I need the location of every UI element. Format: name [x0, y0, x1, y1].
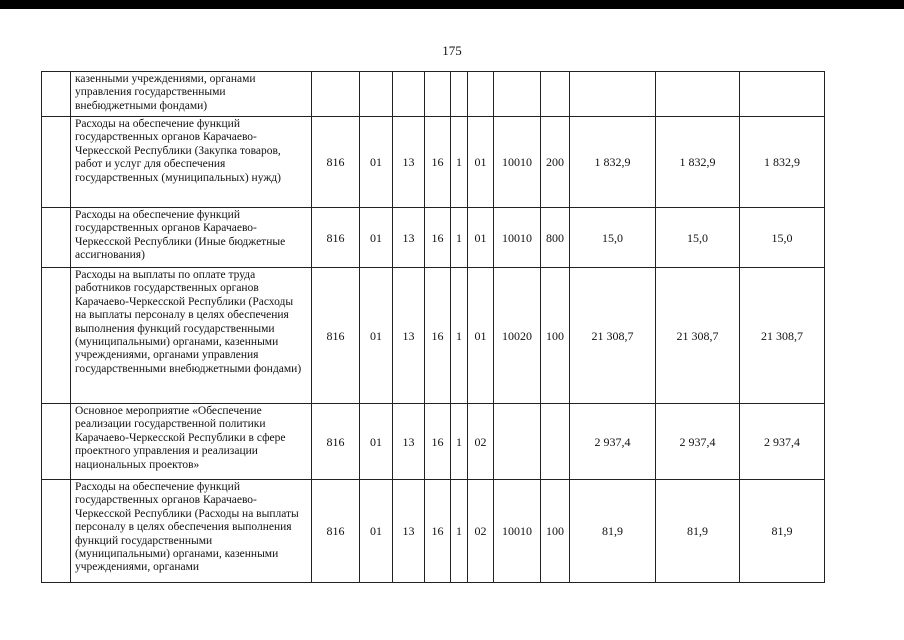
subsection-code: 13 — [393, 117, 425, 208]
subsection-code: 13 — [393, 208, 425, 268]
amount-year-3: 15,0 — [740, 208, 825, 268]
section-code: 01 — [360, 404, 393, 480]
event-code: 01 — [468, 117, 494, 208]
amount-year-1: 81,9 — [570, 480, 656, 583]
page-number: 175 — [442, 43, 462, 58]
expense-type-code — [541, 404, 570, 480]
section-code: 01 — [360, 268, 393, 404]
amount-year-2: 81,9 — [656, 480, 740, 583]
table-row — [42, 208, 825, 268]
expense-type-code: 100 — [541, 268, 570, 404]
section-code: 01 — [360, 208, 393, 268]
description-cell: Расходы на выплаты по оплате труда работников государственных органов Карачаево-Черкесской Республики (Расходы на выплаты персоналу в целях обеспечения выполнения функций государственными (муниципальными) органами, казенными учреждениями, органами управления государственными внебюджетными фондами) — [71, 268, 312, 404]
row-number-cell — [42, 404, 71, 480]
program-code: 16 — [425, 208, 451, 268]
program-code: 16 — [425, 404, 451, 480]
subprogram-code: 1 — [451, 208, 468, 268]
row-number-cell — [42, 208, 71, 268]
subprogram-code: 1 — [451, 480, 468, 583]
event-code: 02 — [468, 404, 494, 480]
row-number-cell — [42, 268, 71, 404]
amount-year-3: 1 832,9 — [740, 117, 825, 208]
budget-table — [41, 71, 825, 583]
table-row — [42, 72, 825, 117]
subprogram-code: 1 — [451, 404, 468, 480]
amount-year-2: 15,0 — [656, 208, 740, 268]
direction-code: 10010 — [494, 480, 541, 583]
subsection-code: 13 — [393, 480, 425, 583]
amount-year-3: 21 308,7 — [740, 268, 825, 404]
ministry-code: 816 — [312, 208, 360, 268]
expense-type-code: 200 — [541, 117, 570, 208]
expense-type-code: 800 — [541, 208, 570, 268]
direction-code: 10010 — [494, 208, 541, 268]
ministry-code: 816 — [312, 268, 360, 404]
direction-code: 10020 — [494, 268, 541, 404]
table-row — [42, 404, 825, 480]
section-code: 01 — [360, 117, 393, 208]
direction-code — [494, 404, 541, 480]
description-cell: казенными учреждениями, органами управления государственными внебюджетными фондами) — [71, 72, 312, 117]
amount-year-1: 21 308,7 — [570, 268, 656, 404]
section-code — [360, 72, 393, 117]
expense-type-code: 100 — [541, 480, 570, 583]
amount-year-1: 2 937,4 — [570, 404, 656, 480]
scan-top-border — [0, 0, 904, 9]
subsection-code: 13 — [393, 404, 425, 480]
ministry-code — [312, 72, 360, 117]
amount-year-3 — [740, 72, 825, 117]
amount-year-3: 81,9 — [740, 480, 825, 583]
subprogram-code: 1 — [451, 117, 468, 208]
program-code: 16 — [425, 480, 451, 583]
ministry-code: 816 — [312, 480, 360, 583]
subprogram-code — [451, 72, 468, 117]
program-code: 16 — [425, 117, 451, 208]
subsection-code: 13 — [393, 268, 425, 404]
amount-year-2: 2 937,4 — [656, 404, 740, 480]
description-cell: Расходы на обеспечение функций государственных органов Карачаево-Черкесской Республики (Закупка товаров, работ и услуг для обеспечения государственных (муниципальных) нужд) — [71, 117, 312, 208]
event-code: 02 — [468, 480, 494, 583]
amount-year-1: 1 832,9 — [570, 117, 656, 208]
direction-code: 10010 — [494, 117, 541, 208]
amount-year-2: 21 308,7 — [656, 268, 740, 404]
table-row — [42, 268, 825, 404]
amount-year-2 — [656, 72, 740, 117]
description-cell: Основное мероприятие «Обеспечение реализации государственной политики Карачаево-Черкесской Республики в сфере проектного управления и реализации национальных проектов» — [71, 404, 312, 480]
amount-year-2: 1 832,9 — [656, 117, 740, 208]
amount-year-1: 15,0 — [570, 208, 656, 268]
program-code — [425, 72, 451, 117]
row-number-cell — [42, 72, 71, 117]
table-row — [42, 480, 825, 583]
expense-type-code — [541, 72, 570, 117]
amount-year-3: 2 937,4 — [740, 404, 825, 480]
subprogram-code: 1 — [451, 268, 468, 404]
ministry-code: 816 — [312, 404, 360, 480]
row-number-cell — [42, 480, 71, 583]
section-code: 01 — [360, 480, 393, 583]
description-cell: Расходы на обеспечение функций государственных органов Карачаево-Черкесской Республики (Расходы на выплаты персоналу в целях обеспечения выполнения функций государственными (муниципальными) органами, казенными учреждениями, органами — [71, 480, 312, 583]
amount-year-1 — [570, 72, 656, 117]
event-code — [468, 72, 494, 117]
program-code: 16 — [425, 268, 451, 404]
description-cell: Расходы на обеспечение функций государственных органов Карачаево-Черкесской Республики (Иные бюджетные ассигнования) — [71, 208, 312, 268]
subsection-code — [393, 72, 425, 117]
table-row — [42, 117, 825, 208]
row-number-cell — [42, 117, 71, 208]
direction-code — [494, 72, 541, 117]
event-code: 01 — [468, 208, 494, 268]
event-code: 01 — [468, 268, 494, 404]
ministry-code: 816 — [312, 117, 360, 208]
